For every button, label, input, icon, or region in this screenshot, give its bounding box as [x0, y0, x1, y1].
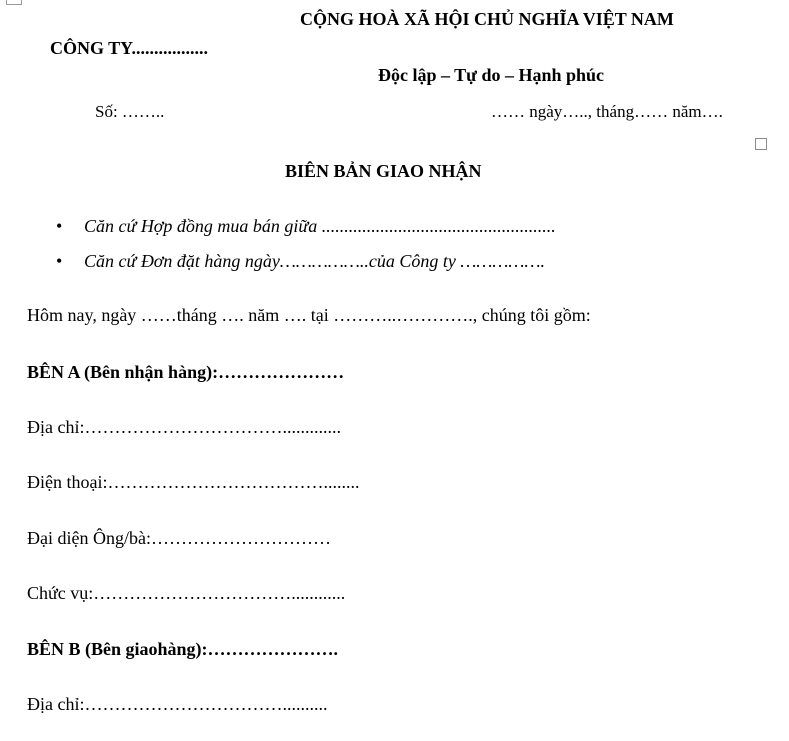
paragraph-marker-box	[755, 138, 767, 150]
basis-contract: Căn cứ Hợp đồng mua bán giữa ....................................................	[84, 216, 556, 236]
date-line: …… ngày….., tháng…… năm….	[491, 102, 723, 121]
bullet-icon: •	[56, 216, 63, 236]
document-title: BIÊN BẢN GIAO NHẬN	[285, 161, 482, 181]
intro-line: Hôm nay, ngày ……tháng …. năm …. tại ………..…………., chúng tôi gồm:	[27, 305, 591, 325]
country-title: CỘNG HOÀ XÃ HỘI CHỦ NGHĨA VIỆT NAM	[300, 9, 674, 29]
party-a-heading: BÊN A (Bên nhận hàng):…………………	[27, 362, 345, 382]
party-a-position: Chức vụ:……………………………............	[27, 583, 346, 603]
party-b-heading: BÊN B (Bên giaohàng):………………….	[27, 639, 339, 659]
document-number: Số: ……..	[95, 102, 165, 121]
list-item	[56, 252, 545, 270]
party-a-address: Địa chỉ:…………………………….............	[27, 417, 341, 437]
basis-order: Căn cứ Đơn đặt hàng ngày……………..của Công ty …………….	[84, 251, 545, 271]
party-a-representative: Đại diện Ông/bà:…………………………	[27, 528, 331, 548]
company-name: CÔNG TY.................	[50, 38, 209, 58]
corner-marker	[6, 0, 22, 5]
bullet-icon: •	[56, 251, 63, 271]
party-b-address: Địa chỉ:……………………………..........	[27, 694, 328, 714]
party-a-phone: Điện thoại:………………………………........	[27, 472, 360, 492]
list-item	[56, 217, 556, 235]
motto: Độc lập – Tự do – Hạnh phúc	[378, 65, 605, 85]
